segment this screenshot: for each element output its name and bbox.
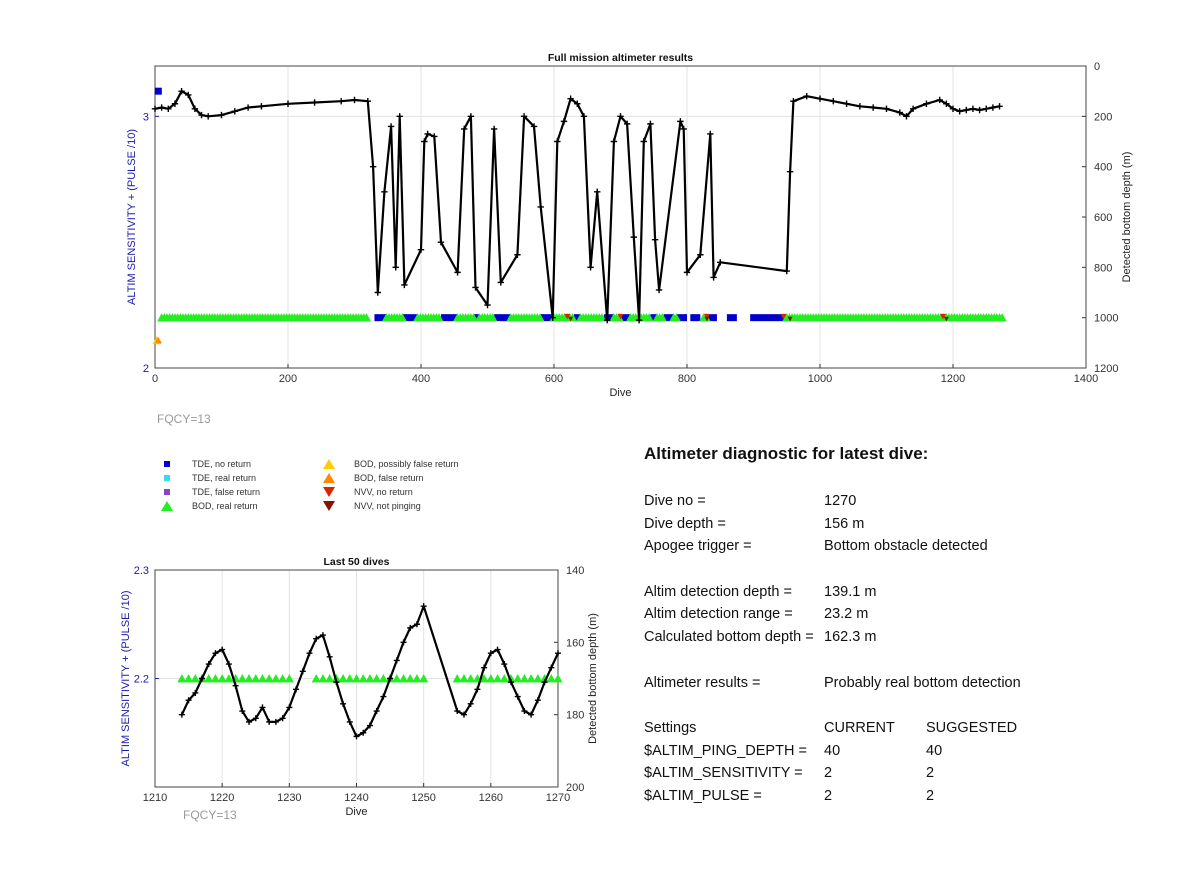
diag-label: Dive depth = [644,515,726,532]
altimeter-diagnostic-panel [644,444,1144,808]
diag-value: Probably real bottom detection [824,674,1021,691]
diag-value-current: 40 [824,742,841,759]
y-tick-label: 2.2 [133,673,149,686]
legend-item-bod-possibly-false [322,457,459,470]
diag-value-current: 2 [824,765,833,782]
diag-row-results [644,672,1144,695]
diag-label: Apogee trigger = [644,538,752,555]
legend-label: TDE, no return [192,458,252,469]
x-tick-label: 1400 [1073,373,1099,385]
diag-value: Bottom obstacle detected [824,538,988,555]
legend-label: NVV, no return [354,486,413,497]
y2-tick-label: 800 [1094,262,1113,275]
x-tick-label: 1240 [344,792,369,804]
diag-value: 156 m [824,515,865,532]
legend-item-bod-false-return [322,471,424,484]
diag-label: Altim detection depth = [644,583,792,600]
diag-row-sensitivity [644,762,1144,785]
chart-title: Full mission altimeter results [547,52,694,64]
x-axis-label: Dive [345,806,368,818]
plot-area [155,66,1086,368]
legend-item-nvv-not-pinging [322,499,421,512]
x-tick-label: 1210 [142,792,168,804]
y-axis-label: ALTIM SENSITIVITY + (PULSE /10) [126,129,138,305]
tde-no-return-marker [727,314,737,321]
legend-item-nvv-no-return [322,485,413,498]
x-axis-label: Dive [609,387,632,399]
diag-label: $ALTIM_PING_DEPTH = [644,742,807,759]
diag-row-detection-depth [644,581,1144,604]
y-tick-label: 2 [142,363,149,375]
diag-row-settings-header [644,717,1144,740]
diag-value-suggested: 2 [926,765,935,782]
legend-label: TDE, real return [192,472,257,483]
diag-row-pulse [644,785,1144,808]
x-tick-label: 200 [278,373,298,385]
diag-row-detection-range [644,603,1144,626]
diag-value: 23.2 m [824,606,869,623]
legend-item-tde-real-return [160,471,256,484]
blue-square-icon [160,458,174,470]
orange-triangle-icon [322,472,336,484]
yellow-triangle-icon [322,458,336,470]
legend-item-tde-false-return [160,485,260,498]
diag-label: Dive no = [644,493,706,509]
x-tick-label: 800 [677,373,697,385]
x-tick-label: 1000 [807,373,833,385]
y2-tick-label: 1000 [1094,312,1119,325]
x-tick-label: 1220 [209,792,235,804]
y2-tick-label: 200 [1094,111,1113,124]
red-down-triangle-icon [322,486,336,498]
y2-axis-label: Detected bottom depth (m) [1121,151,1133,283]
x-tick-label: 0 [151,373,159,385]
diag-label: $ALTIM_PULSE = [644,787,762,804]
last-50-dives-chart [120,556,599,818]
legend-label: BOD, possibly false return [354,458,459,469]
y2-tick-label: 400 [1094,161,1113,174]
current-header: CURRENT [824,719,895,736]
diag-label: Altim detection range = [644,606,793,623]
full-mission-fqcy: FQCY=13 [157,412,211,426]
diag-label: Altimeter results = [644,674,761,691]
legend-item-tde-no-return [160,457,251,470]
diag-row-bottom-depth [644,626,1144,649]
suggested-header: SUGGESTED [926,719,1018,736]
diag-value-suggested: 2 [926,787,935,804]
legend-label: TDE, false return [192,486,261,497]
y2-tick-label: 180 [566,709,585,722]
green-triangle-icon [160,500,174,512]
y-tick-label: 2.3 [133,565,149,577]
diag-row-dive-no [644,490,1144,513]
y2-tick-label: 140 [566,565,585,577]
diag-label: $ALTIM_SENSITIVITY = [644,765,803,782]
y-tick-label: 3 [142,111,149,124]
diag-label: Calculated bottom depth = [644,629,814,646]
diag-value: 139.1 m [824,583,877,600]
tde-no-return-marker [155,88,162,95]
x-tick-label: 1270 [545,792,571,804]
full-mission-chart [126,52,1133,399]
legend-label: BOD, false return [354,472,424,483]
x-tick-label: 1200 [940,373,966,385]
diag-value: 162.3 m [824,629,877,646]
last-50-fqcy: FQCY=13 [183,808,237,822]
tde-no-return-marker [690,314,700,321]
x-tick-label: 1260 [478,792,504,804]
x-tick-label: 400 [411,373,431,385]
y2-tick-label: 160 [566,637,585,650]
legend-label: BOD, real return [192,500,258,511]
marker-legend [160,457,520,517]
y-axis-label: ALTIM SENSITIVITY + (PULSE /10) [120,590,132,767]
y2-tick-label: 0 [1094,61,1101,73]
legend-label: NVV, not pinging [354,500,421,511]
diag-value-suggested: 40 [926,742,943,759]
dark-red-down-triangle-icon [322,500,336,512]
y2-tick-label: 1200 [1094,363,1119,375]
y2-axis-label: Detected bottom depth (m) [587,613,599,744]
diag-row-apogee-trigger [644,535,1144,558]
settings-header: Settings [644,719,697,736]
x-tick-label: 1230 [277,792,302,804]
y2-tick-label: 600 [1094,212,1113,224]
diag-value: 1270 [824,493,857,509]
diagnostic-title: Altimeter diagnostic for latest dive: [644,444,929,463]
diag-row-ping-depth [644,740,1144,763]
purple-square-icon [160,486,174,498]
x-tick-label: 1250 [411,792,436,804]
diag-row-dive-depth [644,513,1144,536]
chart-title: Last 50 dives [323,556,390,568]
diag-value-current: 2 [824,787,833,804]
x-tick-label: 600 [544,373,564,385]
legend-item-bod-real-return [160,499,258,512]
y2-tick-label: 200 [566,782,585,794]
cyan-square-icon [160,472,174,484]
